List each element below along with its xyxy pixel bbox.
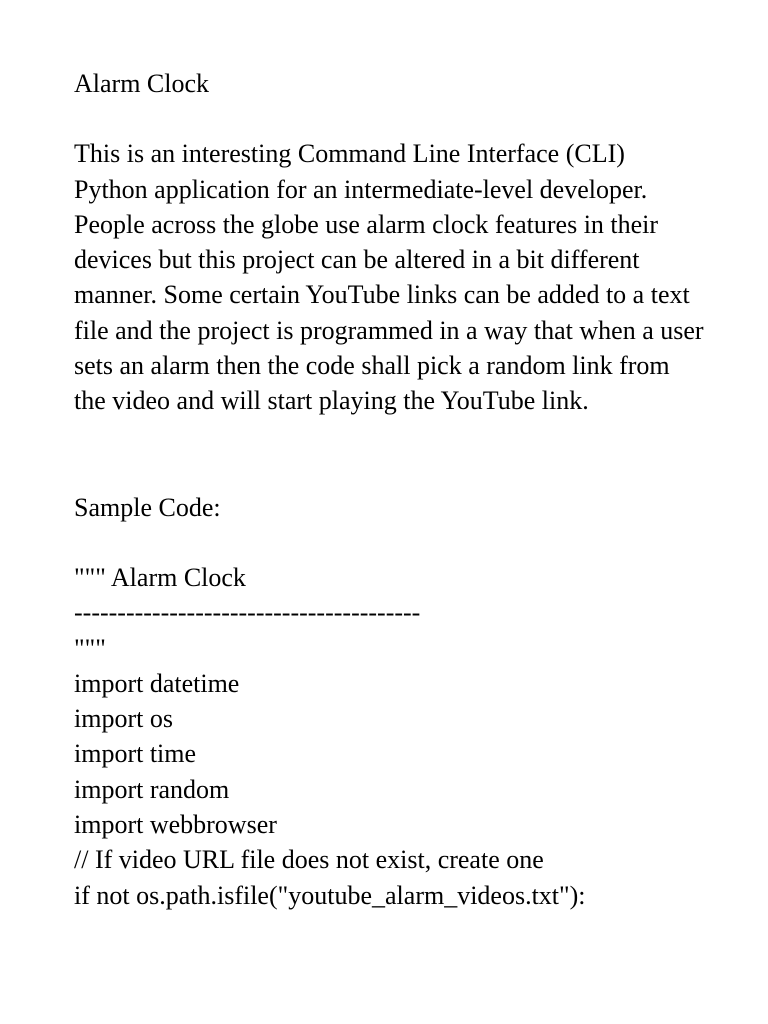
document-title: Alarm Clock [74, 69, 210, 98]
code-line: """ Alarm Clock [74, 562, 246, 592]
code-line: ---------------------------------------- [74, 598, 421, 628]
code-line: import datetime [74, 668, 240, 698]
sample-code-label: Sample Code: [74, 492, 221, 522]
code-line: import time [74, 739, 197, 769]
code-block [74, 560, 704, 913]
code-line: // If video URL file does not exist, create one [74, 845, 544, 875]
code-line: import webbrowser [74, 810, 277, 840]
code-line: """ [74, 633, 106, 663]
code-line: import random [74, 774, 230, 804]
code-line: if not os.path.isfile("youtube_alarm_videos.txt"): [74, 880, 586, 910]
code-line: import os [74, 704, 173, 734]
document-page [74, 66, 704, 913]
description-paragraph: This is an interesting Command Line Interface (CLI) Python application for an intermediate-level developer. People across the globe use alarm clock features in their devices but this project can be altered in a bit different manner. Some certain YouTube links can be added to a text file and the project is programmed in a way that when a user sets an alarm then the code shall pick a random link from the video and will start playing the YouTube link. [74, 139, 704, 416]
